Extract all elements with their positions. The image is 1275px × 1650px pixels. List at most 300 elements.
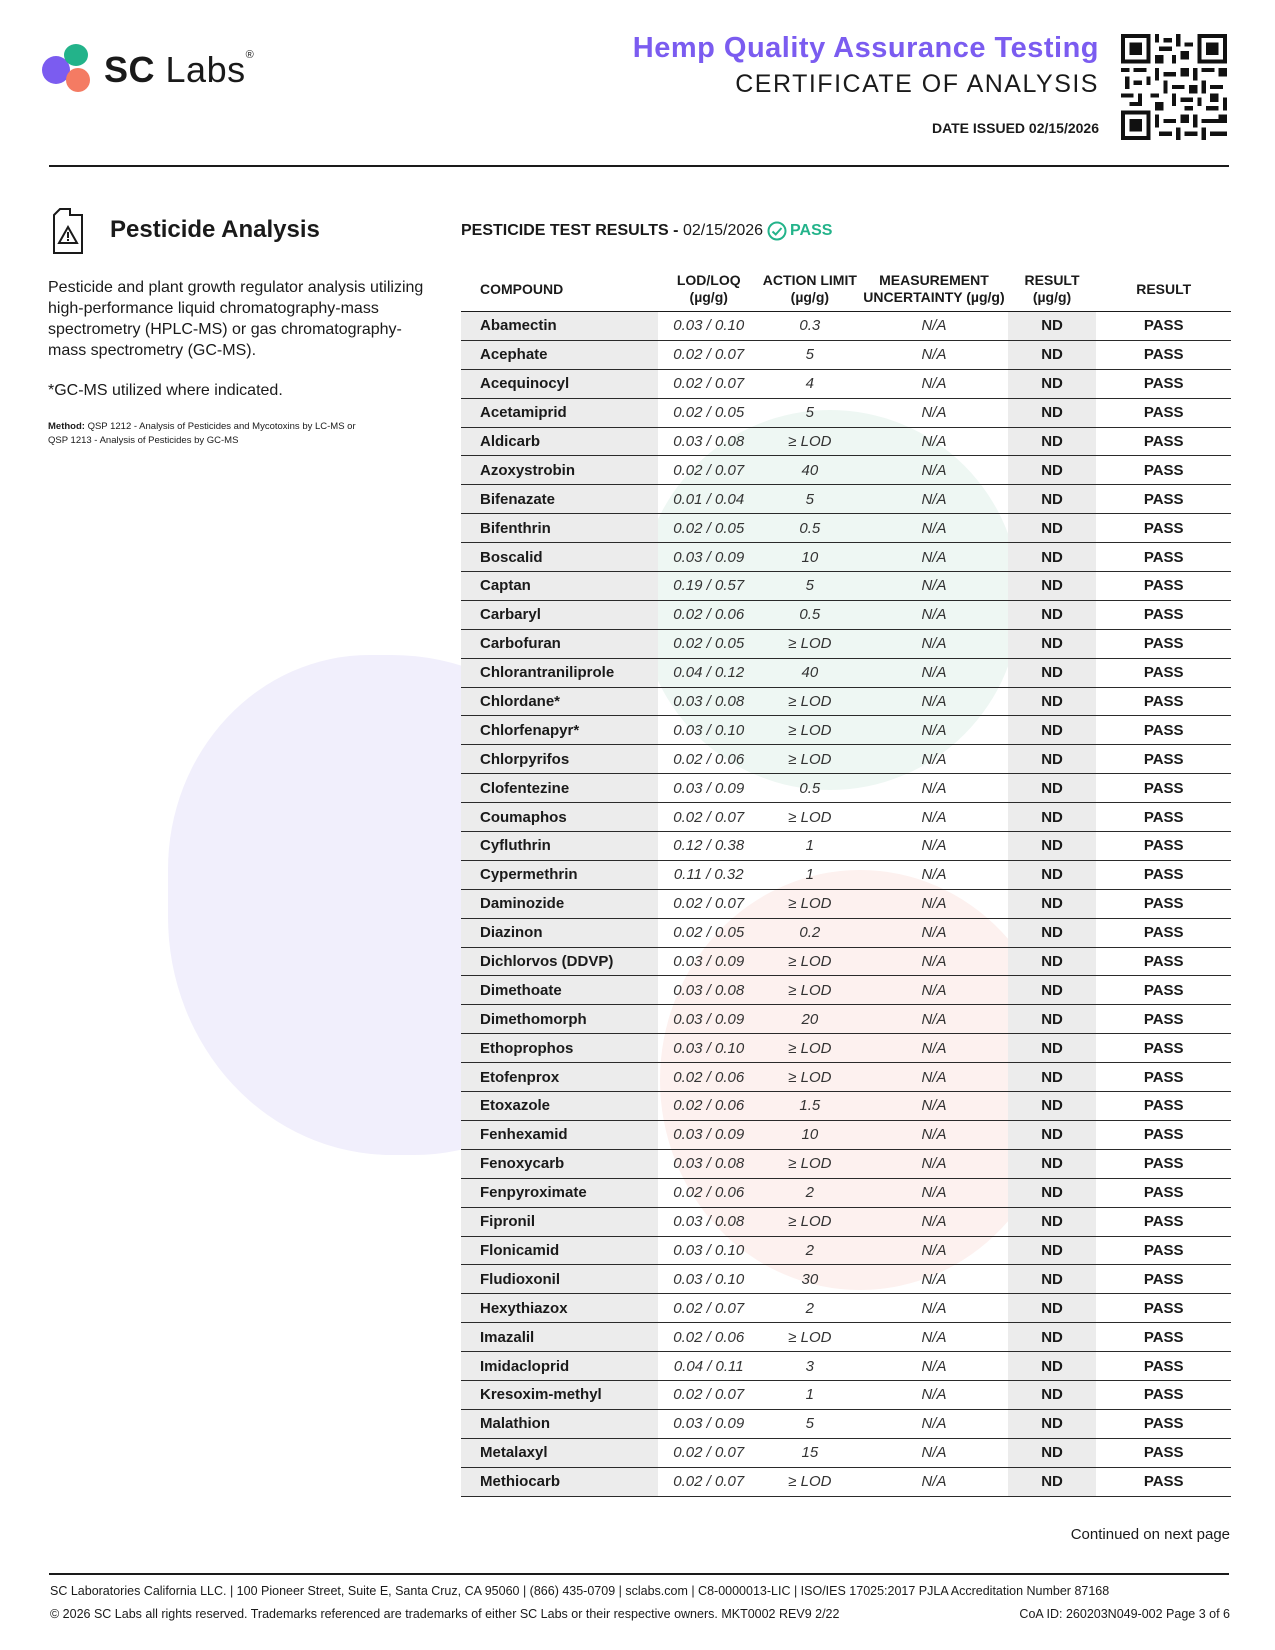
results-heading: PESTICIDE TEST RESULTS - 02/15/2026 PASS (461, 222, 833, 239)
result-value: ND (1008, 889, 1097, 918)
pesticide-canister-icon (50, 207, 86, 255)
uncertainty-value: N/A (860, 1380, 1007, 1409)
table-header-row (461, 267, 1231, 312)
section-description: Pesticide and plant growth regulator analysis utilizing high-performance liquid chromatography-mass spectrometry (HPLC-MS) or gas chromatography-mass spectrometry (GC-MS). (48, 279, 424, 359)
uncertainty-value: N/A (860, 1207, 1007, 1236)
sc-labs-logo-icon (42, 42, 98, 98)
lod-loq-value: 0.02 / 0.05 (658, 514, 759, 543)
uncertainty-value: N/A (860, 1149, 1007, 1178)
uncertainty-value: N/A (860, 976, 1007, 1005)
action-limit-value: 1.5 (759, 1092, 860, 1121)
result-value: ND (1008, 1294, 1097, 1323)
overall-status: PASS (767, 221, 832, 241)
uncertainty-value: N/A (860, 427, 1007, 456)
action-limit-value: ≥ LOD (759, 976, 860, 1005)
result-value: ND (1008, 1352, 1097, 1381)
compound-name: Fipronil (461, 1207, 658, 1236)
report-title: Hemp Quality Assurance Testing (632, 32, 1099, 64)
uncertainty-value: N/A (860, 687, 1007, 716)
lod-loq-value: 0.03 / 0.10 (658, 1034, 759, 1063)
action-limit-value: 40 (759, 456, 860, 485)
action-limit-value: 5 (759, 1409, 860, 1438)
footer-divider (49, 1573, 1229, 1575)
check-circle-icon (767, 221, 787, 241)
result-value: ND (1008, 1265, 1097, 1294)
result-status: PASS (1096, 456, 1231, 485)
action-limit-value: 10 (759, 1120, 860, 1149)
uncertainty-value: N/A (860, 745, 1007, 774)
compound-name: Clofentezine (461, 774, 658, 803)
result-status: PASS (1096, 1120, 1231, 1149)
compound-name: Fenhexamid (461, 1120, 658, 1149)
result-status: PASS (1096, 947, 1231, 976)
action-limit-value: 1 (759, 832, 860, 861)
compound-name: Ethoprophos (461, 1034, 658, 1063)
col-measurement-uncertainty: MEASUREMENT UNCERTAINTY (µg/g) (860, 267, 1007, 312)
compound-name: Dimethoate (461, 976, 658, 1005)
action-limit-value: 5 (759, 572, 860, 601)
compound-name: Flonicamid (461, 1236, 658, 1265)
lod-loq-value: 0.02 / 0.05 (658, 629, 759, 658)
compound-name: Metalaxyl (461, 1438, 658, 1467)
result-status: PASS (1096, 745, 1231, 774)
compound-name: Chlorpyrifos (461, 745, 658, 774)
table-row (461, 889, 1231, 918)
lod-loq-value: 0.02 / 0.07 (658, 1467, 759, 1496)
col-action-limit: ACTION LIMIT (µg/g) (759, 267, 860, 312)
lod-loq-value: 0.03 / 0.10 (658, 1236, 759, 1265)
action-limit-value: 2 (759, 1236, 860, 1265)
result-status: PASS (1096, 1034, 1231, 1063)
uncertainty-value: N/A (860, 1092, 1007, 1121)
uncertainty-value: N/A (860, 1063, 1007, 1092)
table-row (461, 1034, 1231, 1063)
action-limit-value: 0.5 (759, 514, 860, 543)
continued-note: Continued on next page (1070, 1526, 1230, 1543)
lod-loq-value: 0.03 / 0.10 (658, 1265, 759, 1294)
result-value: ND (1008, 1207, 1097, 1236)
uncertainty-value: N/A (860, 1352, 1007, 1381)
lod-loq-value: 0.03 / 0.09 (658, 947, 759, 976)
action-limit-value: ≥ LOD (759, 687, 860, 716)
result-status: PASS (1096, 340, 1231, 369)
footer-copyright: © 2026 SC Labs all rights reserved. Trademarks referenced are trademarks of either SC Labs or their respective owners. MKT0002 REV9 2/22 (50, 1607, 840, 1621)
action-limit-value: 3 (759, 1352, 860, 1381)
footer-coa-id: CoA ID: 260203N049-002 Page 3 of 6 (1019, 1607, 1230, 1621)
result-value: ND (1008, 514, 1097, 543)
result-status: PASS (1096, 658, 1231, 687)
table-row (461, 687, 1231, 716)
table-row (461, 947, 1231, 976)
lod-loq-value: 0.01 / 0.04 (658, 485, 759, 514)
result-status: PASS (1096, 976, 1231, 1005)
lod-loq-value: 0.03 / 0.08 (658, 687, 759, 716)
table-row (461, 774, 1231, 803)
action-limit-value: ≥ LOD (759, 1323, 860, 1352)
result-value: ND (1008, 1409, 1097, 1438)
compound-name: Cyfluthrin (461, 832, 658, 861)
action-limit-value: 15 (759, 1438, 860, 1467)
action-limit-value: ≥ LOD (759, 1467, 860, 1496)
result-value: ND (1008, 1149, 1097, 1178)
result-value: ND (1008, 976, 1097, 1005)
uncertainty-value: N/A (860, 485, 1007, 514)
uncertainty-value: N/A (860, 456, 1007, 485)
lod-loq-value: 0.02 / 0.06 (658, 1063, 759, 1092)
uncertainty-value: N/A (860, 543, 1007, 572)
compound-name: Chlorantraniliprole (461, 658, 658, 687)
result-status: PASS (1096, 1467, 1231, 1496)
table-row (461, 716, 1231, 745)
result-value: ND (1008, 774, 1097, 803)
compound-name: Captan (461, 572, 658, 601)
uncertainty-value: N/A (860, 1265, 1007, 1294)
uncertainty-value: N/A (860, 803, 1007, 832)
result-status: PASS (1096, 1178, 1231, 1207)
table-row (461, 1149, 1231, 1178)
lod-loq-value: 0.04 / 0.11 (658, 1352, 759, 1381)
compound-name: Bifenazate (461, 485, 658, 514)
table-row (461, 514, 1231, 543)
result-status: PASS (1096, 1207, 1231, 1236)
result-value: ND (1008, 947, 1097, 976)
table-row (461, 745, 1231, 774)
table-row (461, 1236, 1231, 1265)
compound-name: Daminozide (461, 889, 658, 918)
result-status: PASS (1096, 312, 1231, 341)
result-status: PASS (1096, 1265, 1231, 1294)
lod-loq-value: 0.02 / 0.06 (658, 1092, 759, 1121)
table-row (461, 485, 1231, 514)
lod-loq-value: 0.03 / 0.08 (658, 976, 759, 1005)
result-value: ND (1008, 1120, 1097, 1149)
action-limit-value: ≥ LOD (759, 629, 860, 658)
uncertainty-value: N/A (860, 398, 1007, 427)
table-row (461, 427, 1231, 456)
action-limit-value: 0.3 (759, 312, 860, 341)
table-row (461, 1207, 1231, 1236)
lod-loq-value: 0.03 / 0.08 (658, 1149, 759, 1178)
action-limit-value: 2 (759, 1178, 860, 1207)
table-row (461, 1409, 1231, 1438)
action-limit-value: 5 (759, 340, 860, 369)
method-note: Method: QSP 1212 - Analysis of Pesticides and Mycotoxins by LC-MS or QSP 1213 - Analysis of Pesticides by GC-MS (48, 421, 356, 446)
compound-name: Acephate (461, 340, 658, 369)
col-lod-loq: LOD/LOQ (µg/g) (658, 267, 759, 312)
compound-name: Aldicarb (461, 427, 658, 456)
date-issued: DATE ISSUED 02/15/2026 (931, 120, 1099, 136)
action-limit-value: ≥ LOD (759, 716, 860, 745)
table-row (461, 456, 1231, 485)
action-limit-value: ≥ LOD (759, 803, 860, 832)
uncertainty-value: N/A (860, 774, 1007, 803)
compound-name: Fenpyroximate (461, 1178, 658, 1207)
result-status: PASS (1096, 889, 1231, 918)
table-row (461, 1063, 1231, 1092)
action-limit-value: 0.5 (759, 774, 860, 803)
section-title: Pesticide Analysis (110, 216, 320, 243)
col-result-status: RESULT (1096, 267, 1231, 312)
action-limit-value: 4 (759, 369, 860, 398)
action-limit-value: ≥ LOD (759, 745, 860, 774)
lod-loq-value: 0.03 / 0.09 (658, 1120, 759, 1149)
result-value: ND (1008, 1438, 1097, 1467)
result-status: PASS (1096, 629, 1231, 658)
table-row (461, 340, 1231, 369)
compound-name: Boscalid (461, 543, 658, 572)
table-row (461, 543, 1231, 572)
lod-loq-value: 0.02 / 0.07 (658, 803, 759, 832)
action-limit-value: ≥ LOD (759, 1149, 860, 1178)
action-limit-value: ≥ LOD (759, 1034, 860, 1063)
table-row (461, 976, 1231, 1005)
result-value: ND (1008, 1005, 1097, 1034)
result-status: PASS (1096, 1005, 1231, 1034)
table-row (461, 600, 1231, 629)
result-value: ND (1008, 803, 1097, 832)
action-limit-value: 5 (759, 485, 860, 514)
uncertainty-value: N/A (860, 1178, 1007, 1207)
result-value: ND (1008, 427, 1097, 456)
result-status: PASS (1096, 918, 1231, 947)
table-row (461, 1092, 1231, 1121)
result-value: ND (1008, 340, 1097, 369)
result-status: PASS (1096, 716, 1231, 745)
result-status: PASS (1096, 1236, 1231, 1265)
uncertainty-value: N/A (860, 716, 1007, 745)
compound-name: Kresoxim-methyl (461, 1380, 658, 1409)
lod-loq-value: 0.02 / 0.06 (658, 1323, 759, 1352)
uncertainty-value: N/A (860, 1236, 1007, 1265)
result-status: PASS (1096, 1409, 1231, 1438)
table-row (461, 832, 1231, 861)
lod-loq-value: 0.11 / 0.32 (658, 860, 759, 889)
result-status: PASS (1096, 860, 1231, 889)
result-value: ND (1008, 572, 1097, 601)
result-status: PASS (1096, 398, 1231, 427)
qr-code-icon[interactable] (1121, 34, 1227, 140)
uncertainty-value: N/A (860, 1438, 1007, 1467)
compound-name: Abamectin (461, 312, 658, 341)
action-limit-value: 20 (759, 1005, 860, 1034)
uncertainty-value: N/A (860, 1467, 1007, 1496)
uncertainty-value: N/A (860, 600, 1007, 629)
lod-loq-value: 0.03 / 0.09 (658, 774, 759, 803)
action-limit-value: ≥ LOD (759, 889, 860, 918)
col-result-value: RESULT (µg/g) (1008, 267, 1097, 312)
compound-name: Coumaphos (461, 803, 658, 832)
col-compound: COMPOUND (461, 267, 658, 312)
uncertainty-value: N/A (860, 832, 1007, 861)
result-value: ND (1008, 1380, 1097, 1409)
lod-loq-value: 0.02 / 0.06 (658, 600, 759, 629)
lod-loq-value: 0.02 / 0.07 (658, 1380, 759, 1409)
compound-name: Diazinon (461, 918, 658, 947)
table-row (461, 1294, 1231, 1323)
result-value: ND (1008, 1323, 1097, 1352)
result-status: PASS (1096, 1063, 1231, 1092)
uncertainty-value: N/A (860, 1409, 1007, 1438)
lod-loq-value: 0.02 / 0.07 (658, 456, 759, 485)
result-value: ND (1008, 398, 1097, 427)
result-status: PASS (1096, 687, 1231, 716)
compound-name: Carbofuran (461, 629, 658, 658)
result-status: PASS (1096, 369, 1231, 398)
compound-name: Methiocarb (461, 1467, 658, 1496)
action-limit-value: 5 (759, 398, 860, 427)
result-status: PASS (1096, 1092, 1231, 1121)
table-row (461, 629, 1231, 658)
compound-name: Etofenprox (461, 1063, 658, 1092)
lod-loq-value: 0.04 / 0.12 (658, 658, 759, 687)
uncertainty-value: N/A (860, 1005, 1007, 1034)
uncertainty-value: N/A (860, 312, 1007, 341)
uncertainty-value: N/A (860, 889, 1007, 918)
result-value: ND (1008, 1092, 1097, 1121)
result-value: ND (1008, 1178, 1097, 1207)
table-row (461, 1380, 1231, 1409)
lod-loq-value: 0.02 / 0.07 (658, 889, 759, 918)
compound-name: Cypermethrin (461, 860, 658, 889)
logo-wordmark: SC Labs® (104, 49, 255, 90)
result-status: PASS (1096, 1149, 1231, 1178)
action-limit-value: 30 (759, 1265, 860, 1294)
uncertainty-value: N/A (860, 1323, 1007, 1352)
result-status: PASS (1096, 1380, 1231, 1409)
pesticide-results-table (461, 267, 1231, 1497)
lod-loq-value: 0.03 / 0.10 (658, 312, 759, 341)
action-limit-value: 10 (759, 543, 860, 572)
result-status: PASS (1096, 774, 1231, 803)
result-value: ND (1008, 600, 1097, 629)
action-limit-value: 40 (759, 658, 860, 687)
lod-loq-value: 0.02 / 0.07 (658, 369, 759, 398)
table-row (461, 1323, 1231, 1352)
action-limit-value: 0.2 (759, 918, 860, 947)
table-row (461, 1178, 1231, 1207)
table-row (461, 1467, 1231, 1496)
result-value: ND (1008, 543, 1097, 572)
compound-name: Dichlorvos (DDVP) (461, 947, 658, 976)
action-limit-value: ≥ LOD (759, 947, 860, 976)
lod-loq-value: 0.02 / 0.05 (658, 918, 759, 947)
result-status: PASS (1096, 803, 1231, 832)
lod-loq-value: 0.02 / 0.07 (658, 1294, 759, 1323)
footer-company-info: SC Laboratories California LLC. | 100 Pioneer Street, Suite E, Santa Cruz, CA 95060 | (866) 435-0709 | sclabs.com | C8-0000013-LIC | ISO/IES 17025:2017 PJLA Accreditation Number 87168 (50, 1584, 1110, 1598)
uncertainty-value: N/A (860, 658, 1007, 687)
lod-loq-value: 0.03 / 0.10 (658, 716, 759, 745)
compound-name: Etoxazole (461, 1092, 658, 1121)
result-status: PASS (1096, 600, 1231, 629)
lod-loq-value: 0.03 / 0.09 (658, 1005, 759, 1034)
lod-loq-value: 0.02 / 0.06 (658, 1178, 759, 1207)
lod-loq-value: 0.12 / 0.38 (658, 832, 759, 861)
lod-loq-value: 0.03 / 0.08 (658, 427, 759, 456)
result-value: ND (1008, 1236, 1097, 1265)
action-limit-value: ≥ LOD (759, 1207, 860, 1236)
result-value: ND (1008, 1063, 1097, 1092)
table-row (461, 1438, 1231, 1467)
compound-name: Acequinocyl (461, 369, 658, 398)
gcms-note: *GC-MS utilized where indicated. (48, 382, 283, 399)
uncertainty-value: N/A (860, 1034, 1007, 1063)
uncertainty-value: N/A (860, 514, 1007, 543)
result-value: ND (1008, 860, 1097, 889)
table-row (461, 1120, 1231, 1149)
result-status: PASS (1096, 1294, 1231, 1323)
uncertainty-value: N/A (860, 629, 1007, 658)
compound-name: Acetamiprid (461, 398, 658, 427)
table-row (461, 860, 1231, 889)
lod-loq-value: 0.03 / 0.08 (658, 1207, 759, 1236)
result-status: PASS (1096, 1438, 1231, 1467)
action-limit-value: ≥ LOD (759, 427, 860, 456)
table-row (461, 803, 1231, 832)
action-limit-value: 2 (759, 1294, 860, 1323)
result-status: PASS (1096, 427, 1231, 456)
lod-loq-value: 0.02 / 0.07 (658, 1438, 759, 1467)
table-row (461, 918, 1231, 947)
action-limit-value: 1 (759, 860, 860, 889)
lod-loq-value: 0.19 / 0.57 (658, 572, 759, 601)
compound-name: Dimethomorph (461, 1005, 658, 1034)
uncertainty-value: N/A (860, 572, 1007, 601)
result-value: ND (1008, 456, 1097, 485)
result-value: ND (1008, 1467, 1097, 1496)
action-limit-value: 0.5 (759, 600, 860, 629)
result-value: ND (1008, 485, 1097, 514)
lod-loq-value: 0.02 / 0.06 (658, 745, 759, 774)
uncertainty-value: N/A (860, 860, 1007, 889)
result-status: PASS (1096, 485, 1231, 514)
compound-name: Chlordane* (461, 687, 658, 716)
result-value: ND (1008, 312, 1097, 341)
result-status: PASS (1096, 1323, 1231, 1352)
result-status: PASS (1096, 832, 1231, 861)
lod-loq-value: 0.03 / 0.09 (658, 543, 759, 572)
result-status: PASS (1096, 514, 1231, 543)
table-row (461, 1005, 1231, 1034)
uncertainty-value: N/A (860, 369, 1007, 398)
compound-name: Chlorfenapyr* (461, 716, 658, 745)
result-value: ND (1008, 832, 1097, 861)
action-limit-value: ≥ LOD (759, 1063, 860, 1092)
lod-loq-value: 0.03 / 0.09 (658, 1409, 759, 1438)
compound-name: Hexythiazox (461, 1294, 658, 1323)
compound-name: Imidacloprid (461, 1352, 658, 1381)
result-value: ND (1008, 629, 1097, 658)
compound-name: Fludioxonil (461, 1265, 658, 1294)
table-row (461, 312, 1231, 341)
uncertainty-value: N/A (860, 1120, 1007, 1149)
lod-loq-value: 0.02 / 0.05 (658, 398, 759, 427)
compound-name: Bifenthrin (461, 514, 658, 543)
uncertainty-value: N/A (860, 947, 1007, 976)
table-row (461, 572, 1231, 601)
table-row (461, 658, 1231, 687)
compound-name: Carbaryl (461, 600, 658, 629)
action-limit-value: 1 (759, 1380, 860, 1409)
table-row (461, 369, 1231, 398)
result-value: ND (1008, 1034, 1097, 1063)
table-row (461, 1265, 1231, 1294)
result-value: ND (1008, 745, 1097, 774)
result-status: PASS (1096, 572, 1231, 601)
result-value: ND (1008, 687, 1097, 716)
lod-loq-value: 0.02 / 0.07 (658, 340, 759, 369)
report-subtitle: CERTIFICATE OF ANALYSIS (735, 70, 1099, 98)
compound-name: Fenoxycarb (461, 1149, 658, 1178)
